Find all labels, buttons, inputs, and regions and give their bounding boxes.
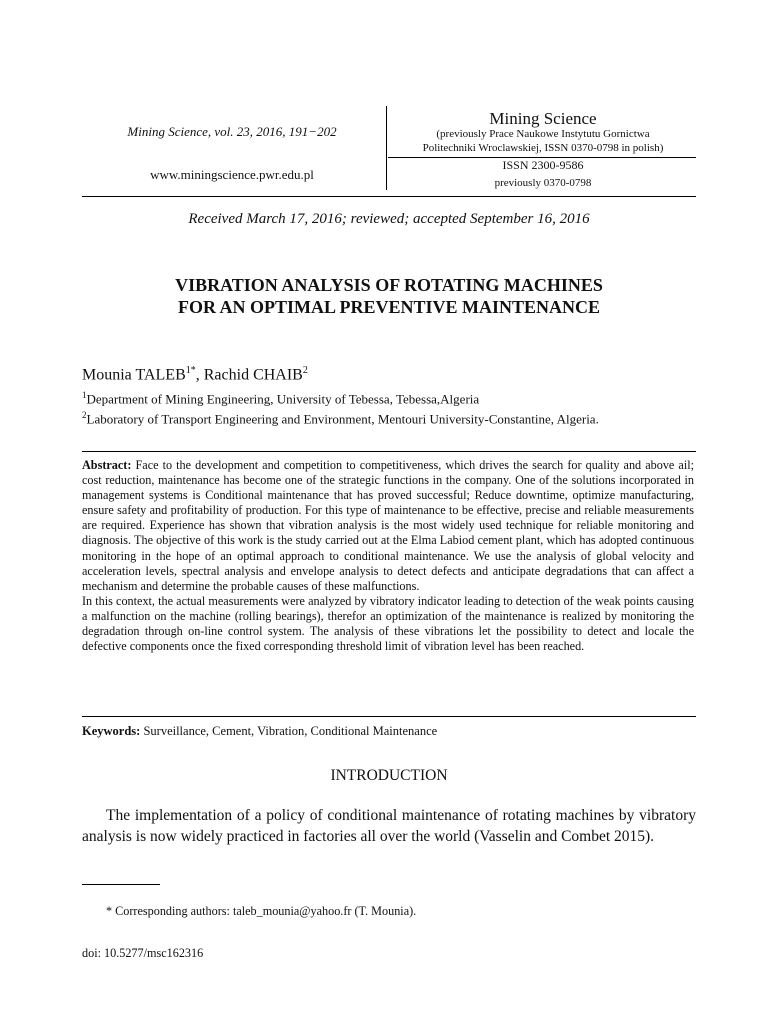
author-separator: , <box>195 366 204 384</box>
header-vertical-divider <box>386 106 387 190</box>
affiliation-2-mark: 2 <box>82 410 87 420</box>
affiliation-2-text: Laboratory of Transport Engineering and Environment, Mentouri University-Constantine, Algeria. <box>86 411 599 427</box>
received-dates: Received March 17, 2016; reviewed; accepted September 16, 2016 <box>188 211 590 227</box>
abstract <box>82 458 694 654</box>
footnote-rule <box>82 884 160 885</box>
introduction-paragraph: The implementation of a policy of conditional maintenance of rotating machines by vibratory analysis is now widely practiced in factories all over the world (Vasselin and Combet 2015). <box>82 807 696 845</box>
affiliation-1-mark: 1 <box>82 390 87 400</box>
abstract-paragraph-1 <box>82 458 694 594</box>
paper-title-line1: VIBRATION ANALYSIS OF ROTATING MACHINES <box>175 275 603 295</box>
doi: doi: 10.5277/msc162316 <box>82 946 204 960</box>
corresponding-author-footnote: * Corresponding authors: taleb_mounia@yahoo.fr (T. Mounia). <box>106 904 417 918</box>
abstract-top-rule <box>82 451 696 452</box>
keywords <box>82 724 437 739</box>
journal-name: Mining Science <box>489 109 597 128</box>
paper-title-line2: FOR AN OPTIMAL PREVENTIVE MAINTENANCE <box>177 297 601 317</box>
author-1: Mounia TALEB <box>82 366 186 384</box>
author-1-affiliation-mark: 1* <box>185 365 196 376</box>
journal-url: www.miningscience.pwr.edu.pl <box>150 167 314 182</box>
journal-previous-name-line2: Politechniki Wroclawskiej, ISSN 0370-0798 in polish) <box>422 142 664 154</box>
author-list <box>82 365 308 384</box>
journal-previous-issn: previously 0370-0798 <box>494 177 592 189</box>
abstract-bottom-rule <box>82 716 696 717</box>
keywords-label: Keywords: <box>82 724 141 738</box>
abstract-label: Abstract: <box>82 458 132 472</box>
abstract-paragraph-2: In this context, the actual measurements were analyzed by vibratory indicator leading to detection of the weak points causing a malfunction on the machine (rolling bearings), therefor an optimization of the maintenance is realized by monitoring the degradation through on-line control system. The analysis of these vibrations let the possibility to detect and locale the defective components once the fixed corresponding threshold limit of vibration level has been reached. <box>82 593 694 654</box>
affiliation-2 <box>82 410 599 427</box>
header-bottom-rule <box>82 196 696 197</box>
affiliation-1 <box>82 390 479 407</box>
keywords-text: Surveillance, Cement, Vibration, Conditional Maintenance <box>140 724 438 738</box>
journal-issn: ISSN 2300-9586 <box>502 158 584 172</box>
author-2-affiliation-mark: 2 <box>302 365 308 376</box>
section-heading-introduction: INTRODUCTION <box>330 767 448 784</box>
paper-title <box>82 274 696 318</box>
journal-previous-name-line1: (previously Prace Naukowe Instytutu Gornictwa <box>436 128 650 140</box>
affiliation-1-text: Department of Mining Engineering, University of Tebessa, Tebessa,Algeria <box>86 391 480 407</box>
journal-citation: Mining Science, vol. 23, 2016, 191−202 <box>127 124 337 139</box>
abstract-text-1: Face to the development and competition to competitiveness, which drives the search for quality and above ail; cost reduction, maintenance has become one of the strategic functions in the company. One of the solutions incorporated in management systems is Conditional maintenance that has proved successful; Reduce downtime, optimize manufacturing, ensure safety and profitability of production. For this type of maintenance to be effective, precise and reliable measurements are required. Experience has shown that vibration analysis is the most widely used technique for reliable monitoring and diagnosis. The objective of this work is the study carried out at the Elma Labiod cement plant, which has adopted continuous monitoring in the hope of an optimal approach to conditional maintenance. We use the analysis of global velocity and acceleration levels, spectral analysis and envelope analysis to detect defects and anticipate degradations that can affect a mechanism and determine the probable causes of these malfunctions. <box>82 458 694 593</box>
author-2: Rachid CHAIB <box>203 366 303 384</box>
